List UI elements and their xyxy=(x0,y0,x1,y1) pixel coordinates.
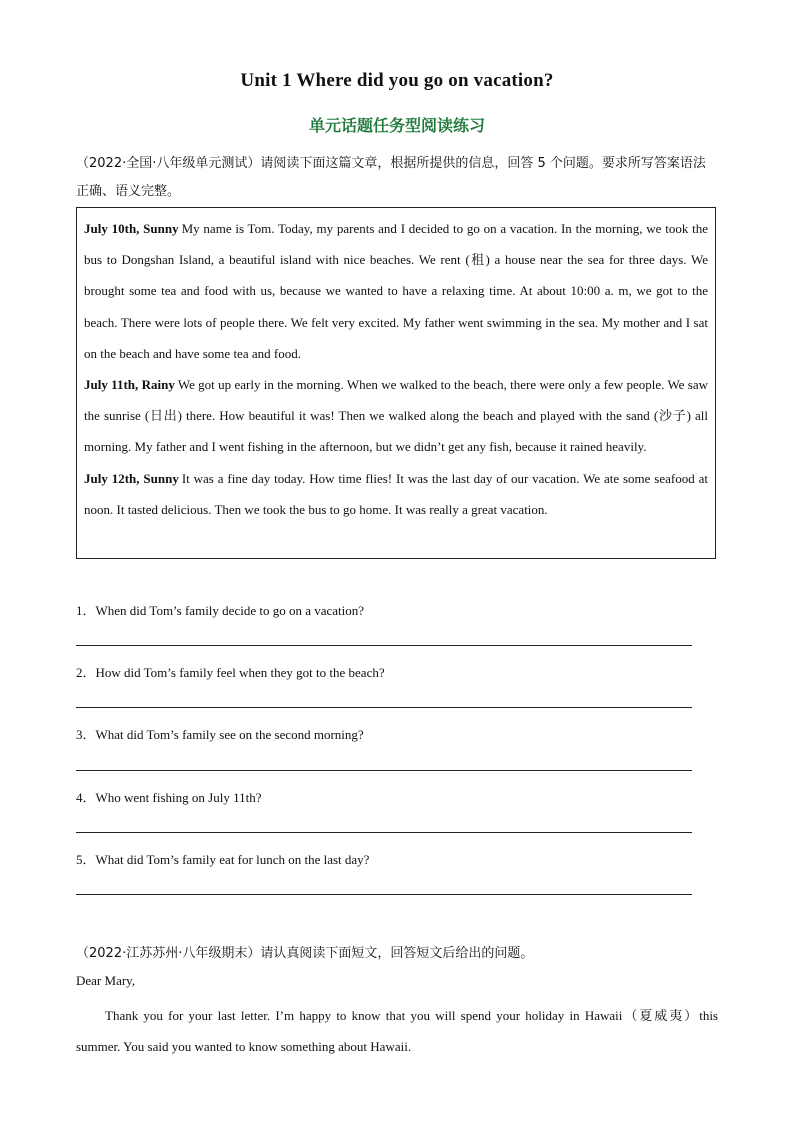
page-title: Unit 1 Where did you go on vacation? xyxy=(240,70,554,91)
answer-line-3[interactable] xyxy=(76,770,692,771)
question-3: 3．What did Tom’s family see on the second morning? xyxy=(76,727,364,742)
diary-entry-1 xyxy=(84,213,708,369)
question-2: 2．How did Tom’s family feel when they got to the beach? xyxy=(76,665,385,680)
question-1: 1．When did Tom’s family decide to go on a vacation? xyxy=(76,603,365,618)
answer-line-4[interactable] xyxy=(76,832,692,833)
entry-date: July 12th, Sunny xyxy=(84,470,179,486)
entry-date: July 10th, Sunny xyxy=(84,221,179,236)
passage-box xyxy=(76,207,716,559)
letter-greeting: Dear Mary, xyxy=(76,973,136,988)
entry-date: July 11th, Rainy xyxy=(84,377,175,393)
answer-line-5[interactable] xyxy=(76,894,692,895)
diary-entry-3 xyxy=(84,463,708,525)
entry-text: It was a fine day today. How time flies! It was the last day of our vacation. We ate some seafood at noon. It tasted delicious. Then we took the bus to go home. It was really a great vacation. xyxy=(84,470,708,517)
answer-line-1[interactable] xyxy=(76,645,692,646)
entry-text: We got up early in the morning. When we walked to the beach, there were only a few people. We saw the sunrise (日出) there. How beautiful it was! Then we walked along the beach and played with the sand (沙子) all morning. My father and I went fishing in the afternoon, but we didn’t get any fish, because it rained heavily. xyxy=(84,377,708,455)
diary-entry-2 xyxy=(84,369,708,463)
answer-line-2[interactable] xyxy=(76,707,692,708)
question-4: 4．Who went fishing on July 11th? xyxy=(76,790,262,805)
entry-text: My name is Tom. Today, my parents and I decided to go on a vacation. In the morning, we took the bus to Dongshan Island, a beautiful island with nice beaches. We rent (租) a house near the sea for three days. We brought some tea and food with us, because we wanted to have a relaxing time. At about 10:00 a. m, we got to the beach. There were lots of people there. We felt very excited. My father went swimming in the sea. My mother and I sat on the beach and have some tea and food. xyxy=(84,221,708,361)
task-instructions: （2022·全国·八年级单元测试）请阅读下面这篇文章，根据所提供的信息，回答 5 个问题。要求所写答案语法正确、语义完整。 xyxy=(76,156,706,199)
section-subtitle: 单元话题任务型阅读练习 xyxy=(308,116,485,135)
second-task-instructions: （2022·江苏苏州·八年级期末）请认真阅读下面短文，回答短文后给出的问题。 xyxy=(76,946,534,961)
question-5: 5．What did Tom’s family eat for lunch on the last day? xyxy=(76,852,370,867)
letter-body: Thank you for your last letter. I’m happy to know that you will spend your holiday in Hawaii（夏威夷）this summer. You said you wanted to know something about Hawaii. xyxy=(76,1008,718,1054)
